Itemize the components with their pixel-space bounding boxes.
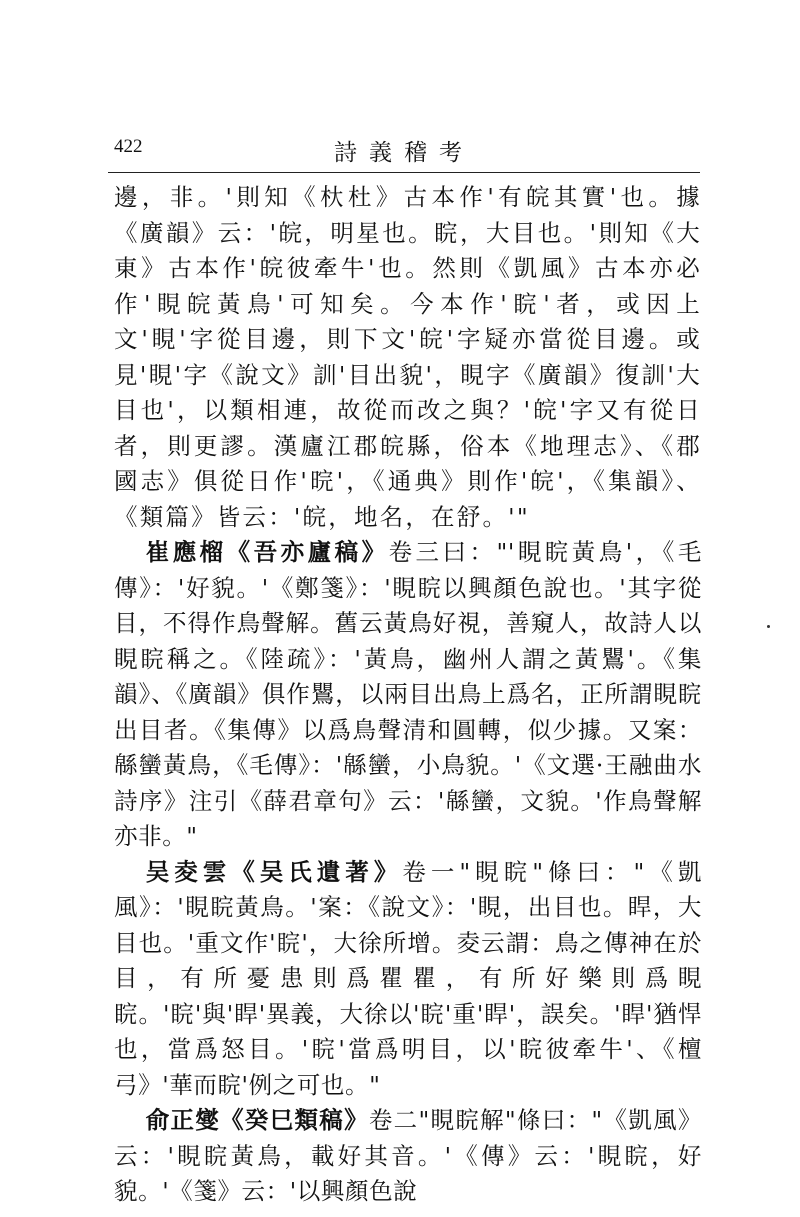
- entry-author: 崔應榴: [145, 538, 227, 566]
- continuation-paragraph: 邊，非。'則知《杕杜》古本作'有皖其實'也。據《廣韻》云：'皖，明星也。睆，大目也。'則知《大東》古本作'皖彼牽牛'也。然則《凱風》古本亦必作'睍皖黃鳥'可知矣。今本作'睆'者，或因上文'睍'字從目邊，則下文'皖'字疑亦當從目邊。或見'睍'字《說文》訓'目出貌'，睍字《廣韻》復訓'大目也'，以類相連，故從而改之與？'皖'字又有從日者，則更謬。漢廬江郡皖縣，俗本《地理志》、《郡國志》俱從日作'晥'，《通典》則作'皖'，《集韻》、《類篇》皆云：'皖，地名，在舒。'": [114, 183, 702, 531]
- entry-paragraph: [114, 535, 702, 855]
- entry-paragraph: [114, 855, 702, 1104]
- page-number: 422: [114, 136, 143, 157]
- entry-text: 卷三曰："'睍睆黃鳥'，《毛傳》：'好貌。'《鄭箋》：'睍睆以興顏色說也。'其字從目，不得作鳥聲解。舊云黃鳥好視，善窺人，故詩人以睍睆稱之。《陸疏》：'黃鳥，幽州人謂之黃鸎'。《集韻》、《廣韻》俱作鸎，以兩目出鳥上爲名，正所謂睍睆出目者。《集傳》以爲鳥聲清和圓轉，似少據。又案：緜蠻黃鳥，《毛傳》：'緜蠻，小鳥貌。'《文選·王融曲水詩序》注引《薛君章句》云：'緜蠻，文貌。'作鳥聲解亦非。": [114, 538, 702, 850]
- entry-paragraph: [114, 1103, 702, 1210]
- page-header: [108, 130, 700, 173]
- body-text: [114, 180, 702, 1210]
- entry-text: 卷二"睍睆解"條曰："《凱風》云：'睍睆黃鳥，載好其音。'《傳》云：'睍睆，好貌。'《箋》云：'以興顏色說: [114, 1106, 702, 1205]
- entry-text: 卷一"睍睆"條曰："《凱風》：'睍睆黃鳥。'案：《說文》：'睍，出目也。睅，大目也。'重文作'睆'，大徐所增。夌云謂：鳥之傳神在於目，有所憂患則爲瞿瞿，有所好樂則爲睍睆。'睆'與'睅'異義，大徐以'睆'重'睅'，誤矣。'睅'猶悍也，當爲怒目。'睆'當爲明目，以'睆彼牽牛'、《檀弓》'華而睆'例之可也。": [114, 857, 702, 1099]
- entry-work: 《癸巳類稿》: [220, 1106, 369, 1134]
- entry-work: 《吾亦廬稿》: [226, 538, 389, 566]
- entry-work: 《吴氏遺著》: [231, 857, 403, 886]
- running-title: 詩義稽考: [334, 140, 474, 166]
- entry-author: 俞正燮: [145, 1106, 221, 1134]
- entry-author: 吴夌雲: [145, 857, 232, 886]
- scan-speck: [767, 625, 770, 628]
